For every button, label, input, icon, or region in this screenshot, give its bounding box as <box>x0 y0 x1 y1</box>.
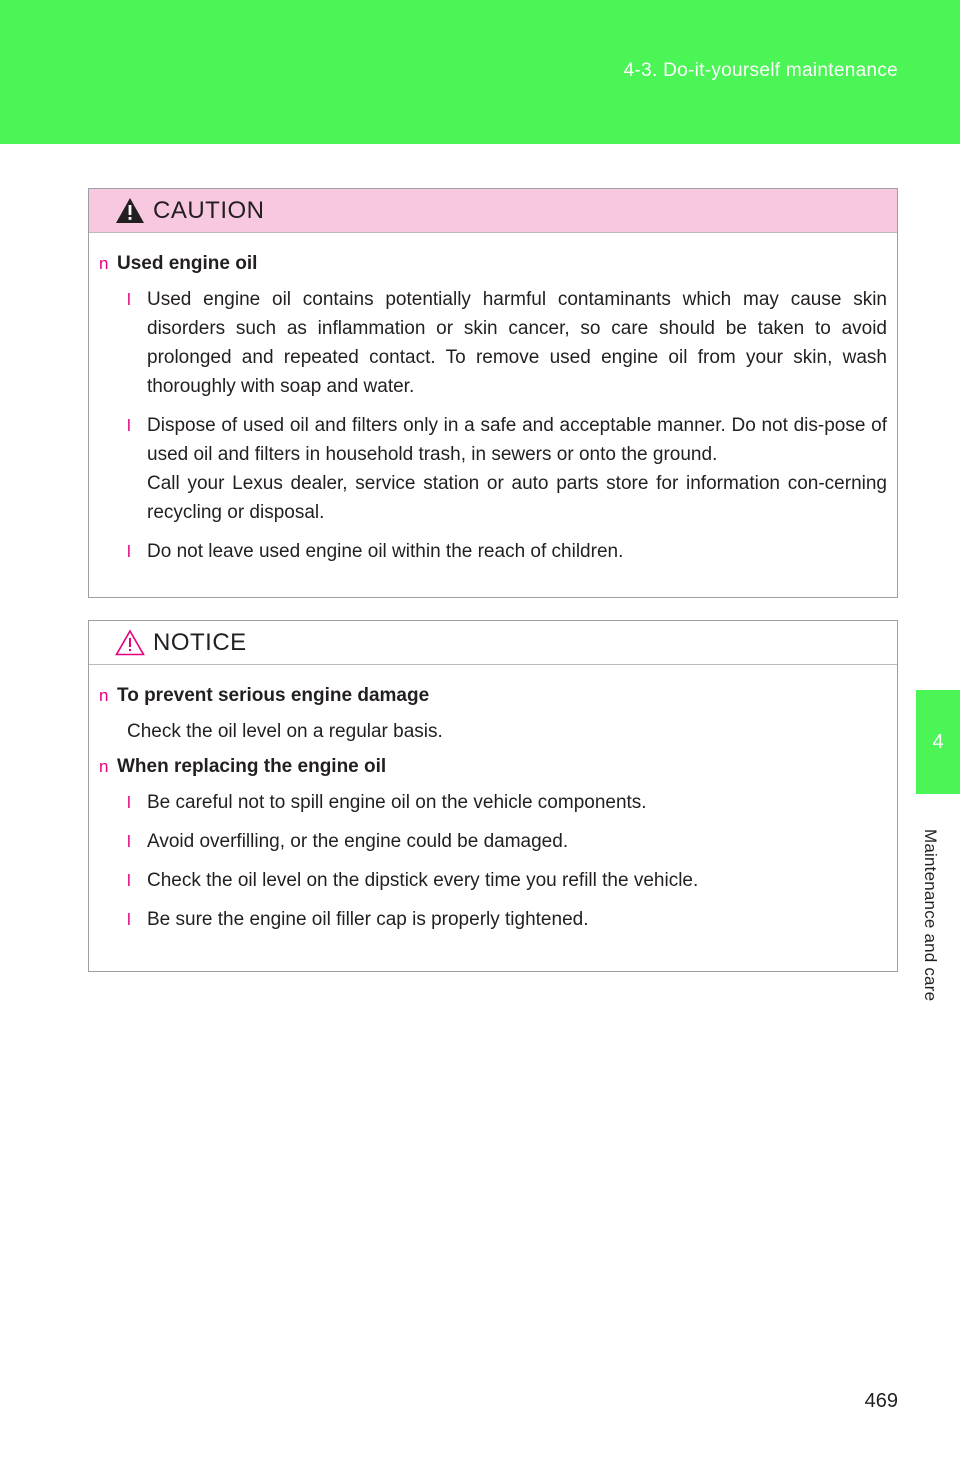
topic-marker: n <box>99 254 109 273</box>
notice-body <box>89 665 897 934</box>
list-item-text: Do not leave used engine oil within the reach of children. <box>147 541 624 562</box>
header-band <box>0 0 960 144</box>
caution-label: CAUTION <box>153 196 265 224</box>
list-item-text: Check the oil level on the dipstick every time you refill the vehicle. <box>147 870 699 891</box>
chapter-tab <box>916 690 960 794</box>
bullet-marker: l <box>127 793 131 812</box>
caution-header <box>89 189 897 233</box>
topic-heading <box>99 685 887 707</box>
list-item <box>127 285 887 401</box>
bullet-marker: l <box>127 871 131 890</box>
list-item <box>127 905 887 934</box>
topic-heading <box>99 756 887 778</box>
bullet-marker: l <box>127 832 131 851</box>
list-item-text: Be careful not to spill engine oil on the vehicle components. <box>147 792 647 813</box>
warning-filled-icon <box>115 197 145 224</box>
list-item-text: Used engine oil contains potentially harmful contaminants which may cause skin disorders such as inflammation or skin cancer, so care should be taken to avoid prolonged and repeated contact. To remove used engine oil from your skin, wash thoroughly with soap and water. <box>147 289 887 397</box>
topic-marker: n <box>99 757 109 776</box>
topic-title: When replacing the engine oil <box>117 756 387 777</box>
list-item <box>127 827 887 856</box>
list-item <box>127 411 887 527</box>
topic-title: To prevent serious engine damage <box>117 685 430 706</box>
topic-text: Check the oil level on a regular basis. <box>127 721 443 742</box>
list-item <box>127 788 887 817</box>
bullet-marker: l <box>127 542 131 561</box>
chapter-label-container <box>916 800 944 1030</box>
bullet-marker: l <box>127 910 131 929</box>
caution-box <box>88 188 898 598</box>
list-item-text: Avoid overfilling, or the engine could be damaged. <box>147 831 569 852</box>
page-number: 469 <box>864 1390 898 1412</box>
topic-title: Used engine oil <box>117 253 258 274</box>
caution-body <box>89 233 897 566</box>
list-item-text: Dispose of used oil and filters only in a safe and acceptable manner. Do not dis-pose of used oil and filters in household trash, in sewers or onto the ground. <box>147 415 887 465</box>
list-item <box>127 866 887 895</box>
bullet-marker: l <box>127 290 131 309</box>
topic-heading <box>99 253 887 275</box>
notice-header <box>89 621 897 665</box>
chapter-number: 4 <box>932 730 944 753</box>
notice-label: NOTICE <box>153 628 247 656</box>
chapter-label: Maintenance and care <box>921 828 940 1002</box>
warning-outline-icon <box>115 629 145 656</box>
list-item-text: Be sure the engine oil filler cap is properly tightened. <box>147 909 589 930</box>
list-item-text-continued: Call your Lexus dealer, service station or auto parts store for information con-cerning recycling or disposal. <box>147 473 887 523</box>
notice-box <box>88 620 898 972</box>
section-title: 4-3. Do-it-yourself maintenance <box>623 60 898 81</box>
list-item <box>127 537 887 566</box>
bullet-marker: l <box>127 416 131 435</box>
topic-marker: n <box>99 686 109 705</box>
